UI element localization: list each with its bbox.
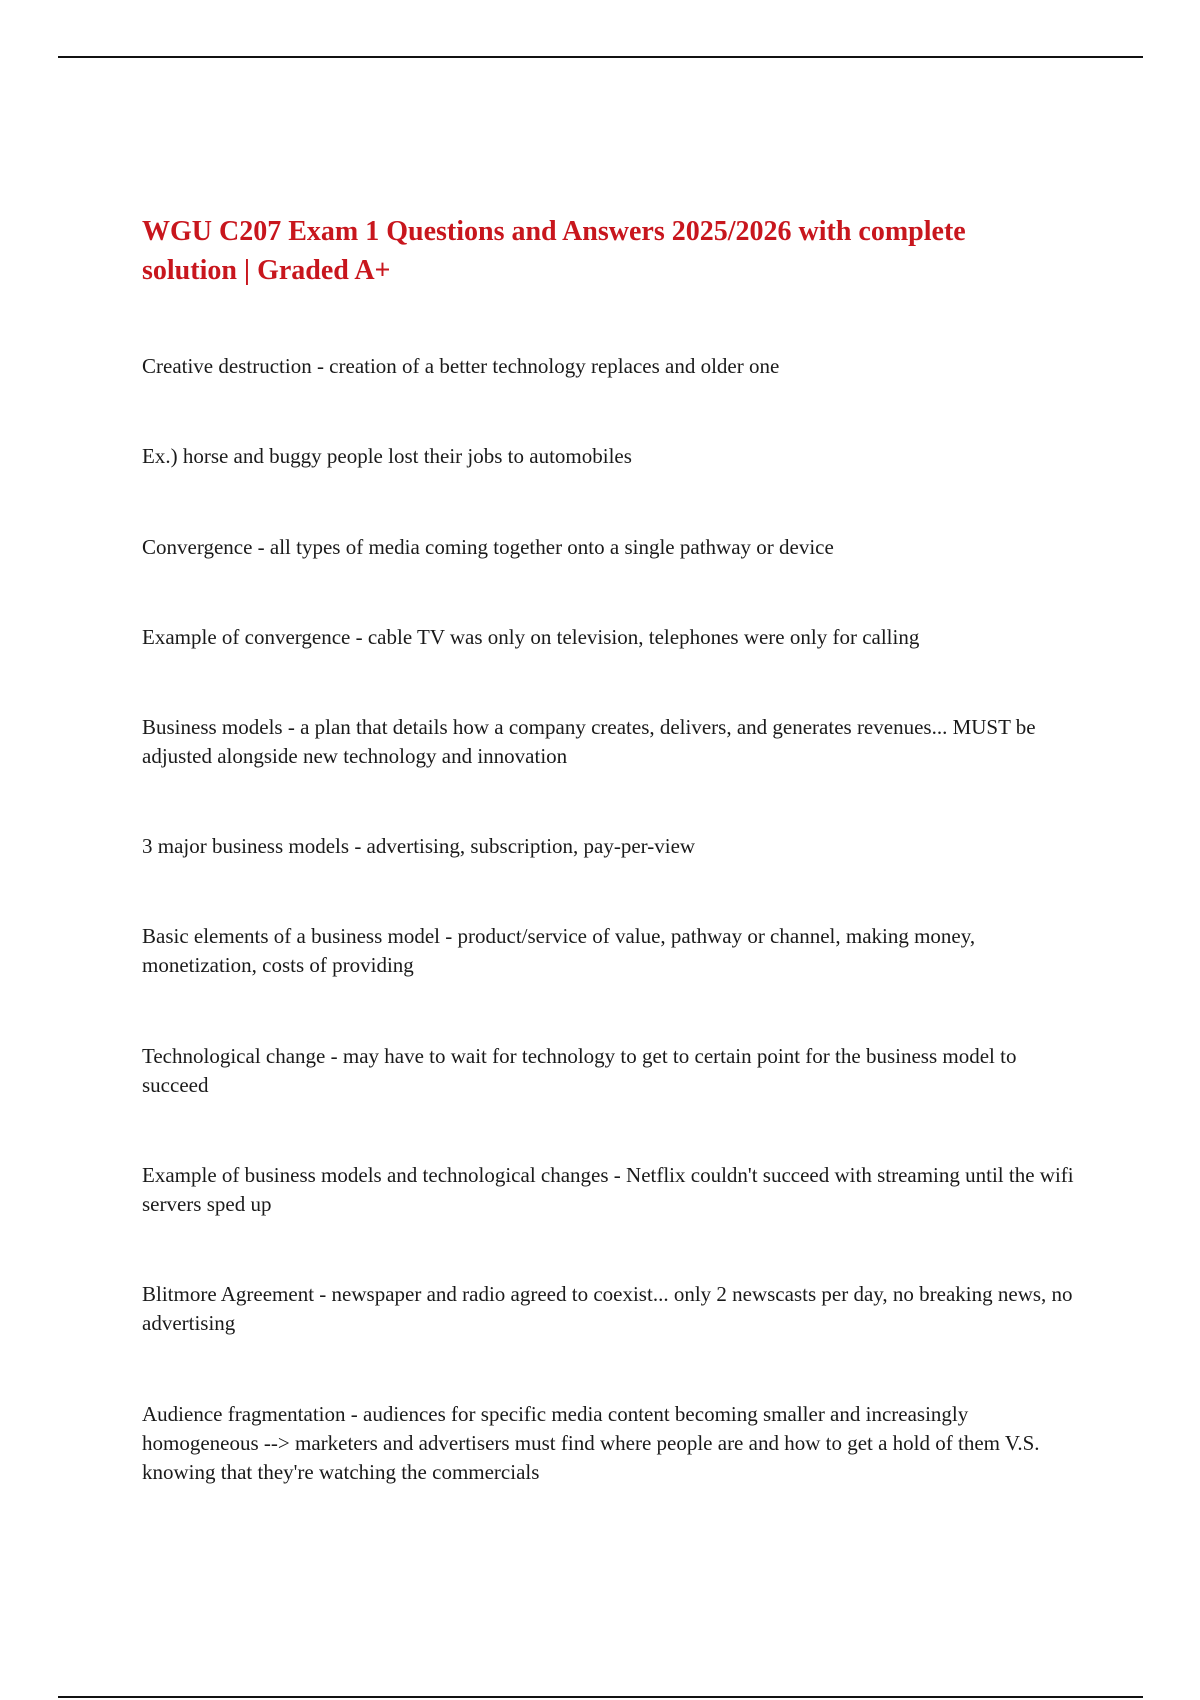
entry-convergence: Convergence - all types of media coming together onto a single pathway or device — [142, 535, 834, 559]
entry-blitmore-agreement: Blitmore Agreement - newspaper and radio agreed to coexist... only 2 newscasts per day, no breaking news, no advertising — [142, 1282, 1073, 1335]
bottom-rule — [58, 1696, 1143, 1698]
document-title: WGU C207 Exam 1 Questions and Answers 2025/2026 with complete solution | Graded A+ — [142, 216, 966, 286]
entry-major-business-models: 3 major business models - advertising, subscription, pay-per-view — [142, 834, 696, 858]
entry-horse-and-buggy-example: Ex.) horse and buggy people lost their jobs to automobiles — [142, 444, 632, 468]
entry-technological-change: Technological change - may have to wait for technology to get to certain point for the business model to succeed — [142, 1044, 1017, 1097]
entry-business-models: Business models - a plan that details how a company creates, delivers, and generates revenues... MUST be adjusted alongside new technology and innovation — [142, 715, 1036, 768]
entry-audience-fragmentation: Audience fragmentation - audiences for specific media content becoming smaller and increasingly homogeneous --> marketers and advertisers must find where people are and how to get a hold of them V.S. knowing that they're watching the commercials — [142, 1402, 1040, 1484]
entry-convergence-example: Example of convergence - cable TV was only on television, telephones were only for calling — [142, 625, 920, 649]
top-rule — [58, 56, 1143, 58]
entry-creative-destruction: Creative destruction - creation of a better technology replaces and older one — [142, 354, 780, 378]
entry-basic-elements: Basic elements of a business model - product/service of value, pathway or channel, making money, monetization, costs of providing — [142, 924, 976, 977]
entry-netflix-example: Example of business models and technological changes - Netflix couldn't succeed with streaming until the wifi servers sped up — [142, 1163, 1074, 1216]
